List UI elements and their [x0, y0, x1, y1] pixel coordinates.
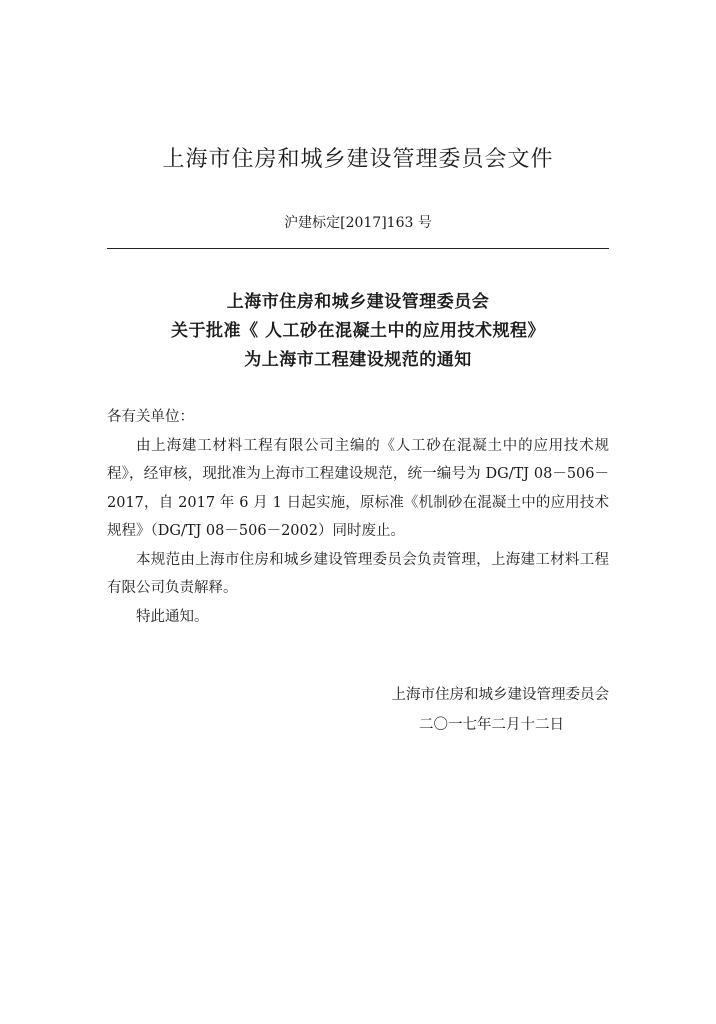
notice-title — [0, 288, 716, 375]
salutation: 各有关单位： — [107, 409, 194, 425]
title-line-3: 为上海市工程建设规范的通知 — [244, 350, 472, 370]
document-number: 沪建标定[2017]163 号 — [284, 215, 432, 231]
body-paragraph-3: 特此通知。 — [136, 608, 209, 625]
issue-date: 二〇一七年二月十二日 — [419, 717, 564, 733]
notice-body — [107, 403, 609, 631]
issuer-heading: 上海市住房和城乡建设管理委员会文件 — [162, 147, 554, 172]
body-paragraph-1: 由上海建工材料工程有限公司主编的《人工砂在混凝土中的应用技术规程》，经审核，现批准为上海市工程建设规范，统一编号为 DG/TJ 08－506－2017，自 2017 年 6 月 1 日起实施，原标准《机制砂在混凝土中的应用技术规程》（DG/TJ 08－506－2002）同时废止。 — [107, 437, 609, 539]
header-divider — [107, 248, 609, 249]
signatory: 上海市住房和城乡建设管理委员会 — [391, 687, 609, 703]
title-line-1: 上海市住房和城乡建设管理委员会 — [226, 292, 490, 312]
body-paragraph-2: 本规范由上海市住房和城乡建设管理委员会负责管理，上海建工材料工程有限公司负责解释。 — [107, 551, 609, 596]
title-line-2: 关于批准《 人工砂在混凝土中的应用技术规程》 — [171, 321, 545, 341]
closing-block — [392, 680, 610, 740]
